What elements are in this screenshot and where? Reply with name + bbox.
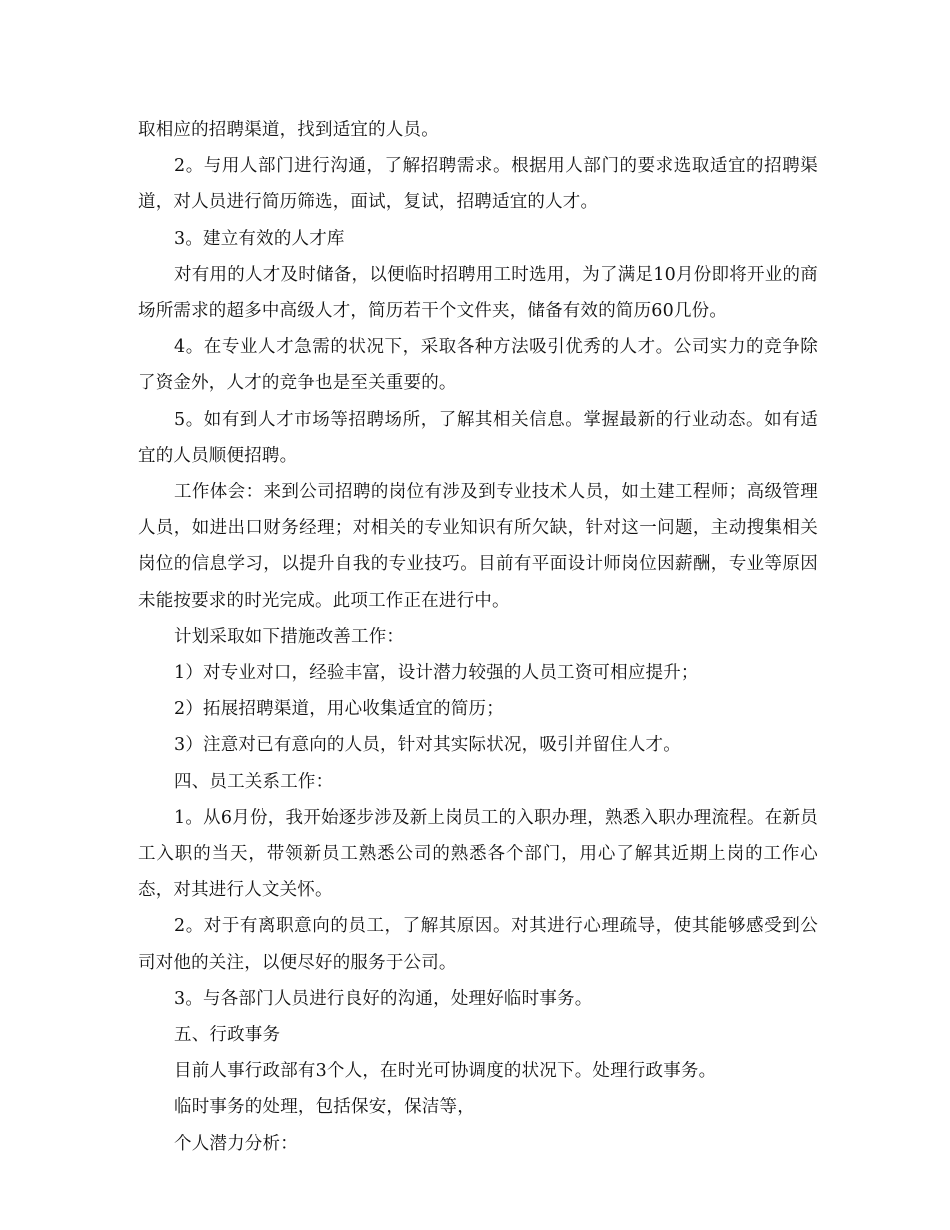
paragraph: 工作体会：来到公司招聘的岗位有涉及到专业技术人员，如土建工程师；高级管理人员，如进出口财务经理；对相关的专业知识有所欠缺，针对这一问题，主动搜集相关岗位的信息学习，以提升自我的专业技巧。目前有平面设计师岗位因薪酬，专业等原因未能按要求的时光完成。此项工作正在进行中。: [138, 482, 818, 611]
paragraph: 5。如有到人才市场等招聘场所，了解其相关信息。掌握最新的行业动态。如有适宜的人员顺便招聘。: [138, 409, 818, 466]
document-body: [138, 112, 818, 1162]
paragraph: 3。与各部门人员进行良好的沟通，处理好临时事务。: [174, 988, 593, 1009]
paragraph: 1。从6月份，我开始逐步涉及新上岗员工的入职办理，熟悉入职办理流程。在新员工入职的当天，带领新员工熟悉公司的熟悉各个部门，用心了解其近期上岗的工作心态，对其进行人文关怀。: [138, 807, 818, 901]
paragraph: 3。建立有效的人才库: [174, 228, 345, 249]
list-item: 3）注意对已有意向的人员，针对其实际状况，吸引并留住人才。: [174, 735, 681, 756]
paragraph: 临时事务的处理，包括保安，保洁等，: [174, 1097, 475, 1118]
paragraph: 取相应的招聘渠道，找到适宜的人员。: [138, 120, 439, 140]
paragraph: 4。在专业人才急需的状况下，采取各种方法吸引优秀的人才。公司实力的竞争除了资金外，人才的竞争也是至关重要的。: [138, 337, 818, 394]
paragraph: 对有用的人才及时储备，以便临时招聘用工时选用，为了满足10月份即将开业的商场所需求的超多中高级人才，简历若干个文件夹，储备有效的简历60几份。: [138, 264, 818, 322]
paragraph: 2。与用人部门进行沟通，了解招聘需求。根据用人部门的要求选取适宜的招聘渠道，对人员进行简历筛选，面试，复试，招聘适宜的人才。: [138, 156, 818, 213]
section-heading: 四、员工关系工作：: [174, 771, 334, 792]
paragraph: 2。对于有离职意向的员工，了解其原因。对其进行心理疏导，使其能够感受到公司对他的关注，以便尽好的服务于公司。: [138, 916, 818, 973]
paragraph: 目前人事行政部有3个人，在时光可协调度的状况下。处理行政事务。: [174, 1061, 717, 1082]
paragraph: 个人潜力分析：: [174, 1133, 298, 1154]
list-item: 1）对专业对口，经验丰富，设计潜力较强的人员工资可相应提升；: [174, 663, 699, 684]
section-heading: 五、行政事务: [174, 1025, 281, 1046]
list-item: 2）拓展招聘渠道，用心收集适宜的简历；: [174, 699, 504, 720]
paragraph: 计划采取如下措施改善工作：: [174, 626, 405, 647]
